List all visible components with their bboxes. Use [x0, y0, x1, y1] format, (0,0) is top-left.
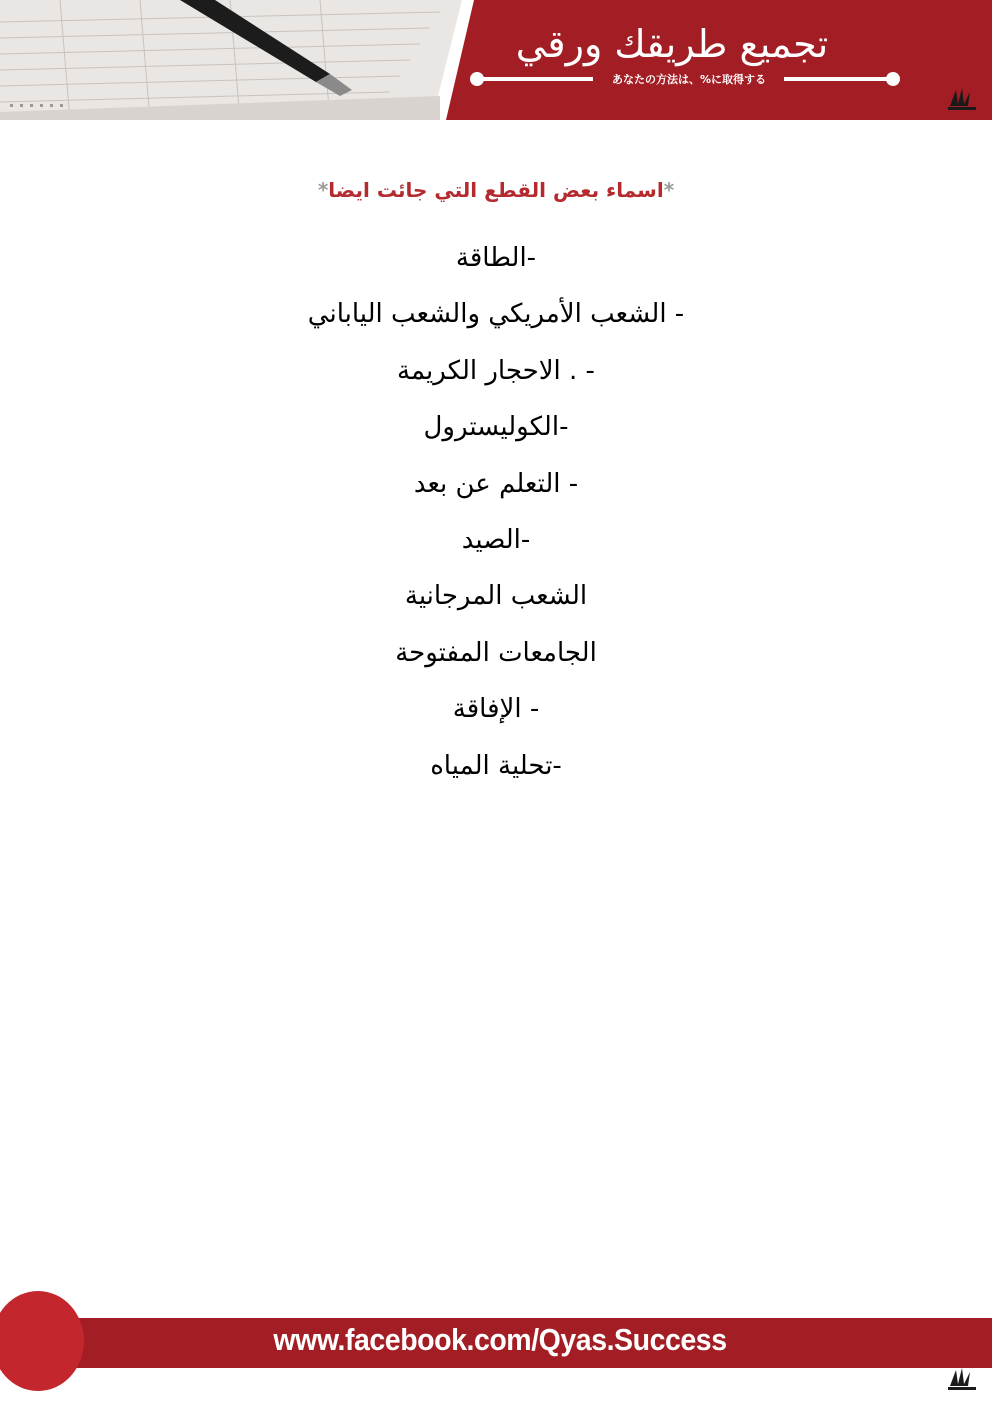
list-item: - الإفاقة [452, 694, 540, 725]
list-item: - التعلم عن بعد [413, 468, 579, 499]
list-item: -الكوليسترول [423, 412, 569, 443]
header-banner [0, 0, 992, 120]
section-heading [200, 178, 792, 202]
list-item: الشعب المرجانية [404, 581, 588, 612]
banner-title: تجميع طريقك ورقي [515, 22, 829, 66]
banner-subtitle: あなたの方法は、%に取得する [611, 73, 767, 86]
list-item: -الطاقة [455, 243, 537, 273]
banner-decor-dot-right [886, 72, 900, 86]
brand-logo-icon [944, 1366, 980, 1394]
facebook-link[interactable]: www.facebook.com/Qyas.Success [273, 1322, 727, 1357]
list-item: - الشعب الأمريكي والشعب الياباني [307, 299, 685, 330]
footer-decor-circle [0, 1291, 84, 1391]
list-item: -تحلية المياه [430, 750, 562, 781]
brand-logo-icon [944, 86, 980, 114]
banner-decor-line-left [478, 77, 593, 81]
section-heading-text: اسماء بعض القطع التي جائت ايضا [328, 178, 664, 202]
topic-list [100, 236, 892, 800]
list-item: الجامعات المفتوحة [395, 637, 597, 668]
list-item: -الصيد [461, 524, 531, 555]
heading-star-icon: * [663, 178, 675, 202]
heading-star-icon: * [317, 178, 329, 202]
list-item: - . الاحجار الكريمة [397, 355, 595, 386]
banner-decor-line-right [784, 77, 892, 81]
